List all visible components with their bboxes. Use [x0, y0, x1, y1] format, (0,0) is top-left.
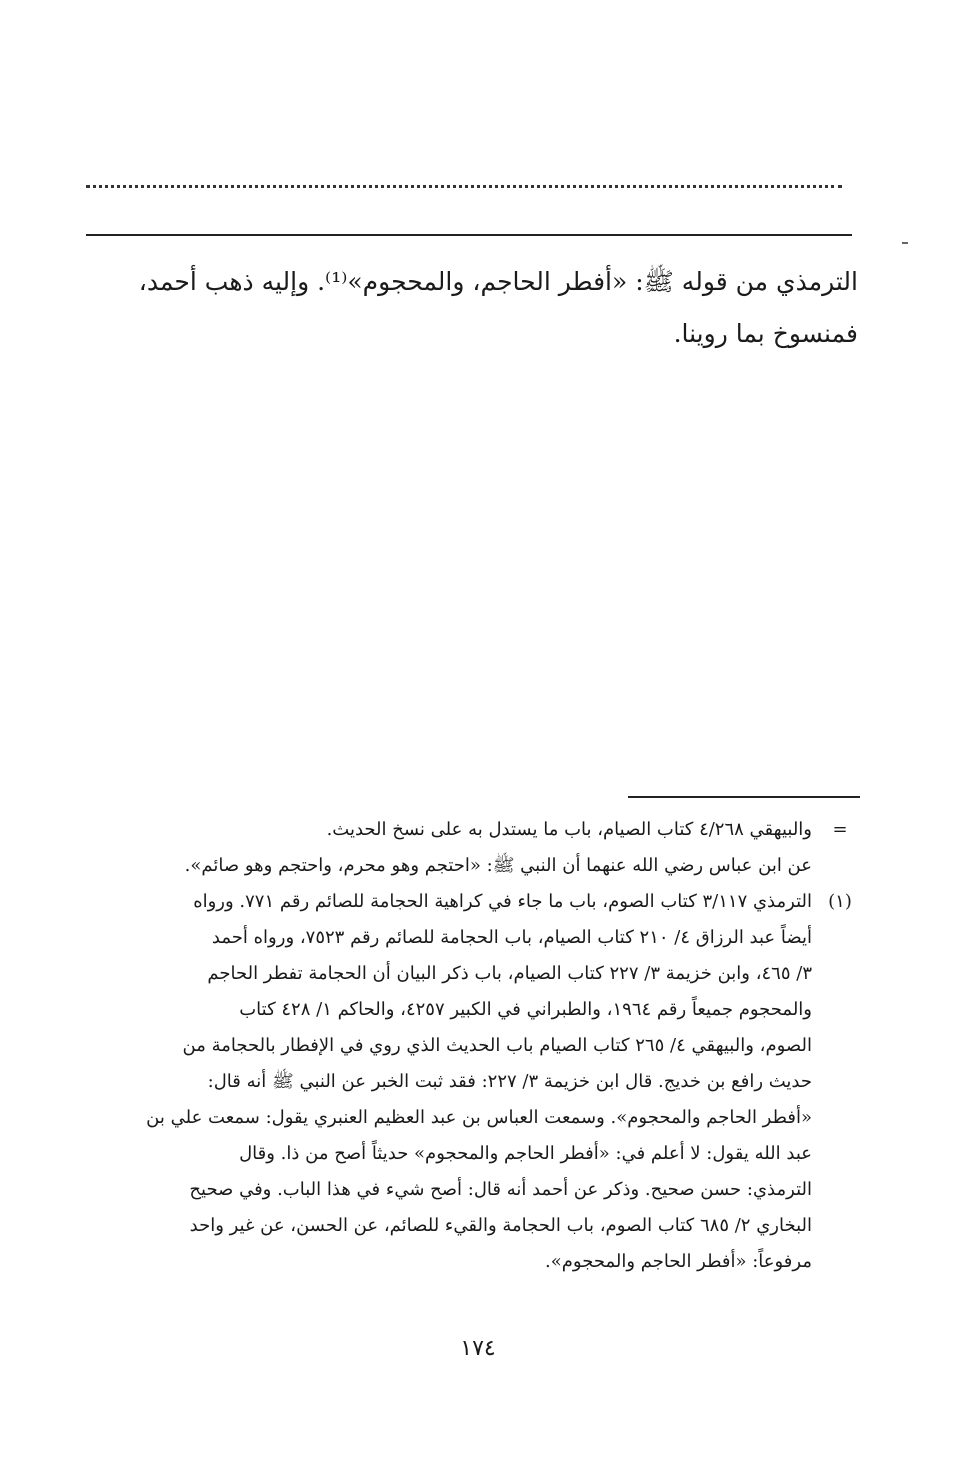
footnote-1	[90, 884, 862, 1280]
footnote-line: والبيهقي ٤/٢٦٨ كتاب الصيام، باب ما يستدل به على نسخ الحديث.	[326, 819, 812, 840]
main-line: فمنسوخ بما روينا.	[673, 319, 858, 348]
header-rule	[86, 234, 852, 236]
footnote-continuation	[90, 812, 862, 884]
footnote-continuation-marker: =	[832, 819, 848, 840]
main-line: الترمذي من قوله ﷺ: «أفطر الحاجم، والمحجوم»⁽¹⁾. وإليه ذهب أحمد،	[138, 267, 858, 296]
footnotes	[90, 812, 862, 1280]
footnote-line: عن ابن عباس رضي الله عنهما أن النبي ﷺ: «احتجم وهو محرم، واحتجم وهو صائم».	[184, 855, 812, 876]
footnote-line: ٣/ ٤٦٥، وابن خزيمة ٣/ ٢٢٧ كتاب الصيام، باب ذكر البيان أن الحجامة تفطر الحاجم	[207, 963, 812, 984]
footnote-line: مرفوعاً: «أفطر الحاجم والمحجوم».	[545, 1251, 812, 1272]
dotted-separator	[86, 185, 842, 188]
footnote-line: «أفطر الحاجم والمحجوم». وسمعت العباس بن عبد العظيم العنبري يقول: سمعت علي بن	[146, 1107, 812, 1128]
footnote-line: البخاري ٢/ ٦٨٥ كتاب الصوم، باب الحجامة والقيء للصائم، عن الحسن، عن غير واحد	[189, 1215, 812, 1236]
footnote-line: أيضاً عبد الرزاق ٤/ ٢١٠ كتاب الصيام، باب الحجامة للصائم رقم ٧٥٢٣، ورواه أحمد	[211, 927, 812, 948]
footnote-line: الترمذي: حسن صحيح. وذكر عن أحمد أنه قال: أصح شيء في هذا الباب. وفي صحيح	[189, 1179, 812, 1200]
footnote-line: عبد الله يقول: لا أعلم في: «أفطر الحاجم والمحجوم» حديثاً أصح من ذا. وقال	[239, 1143, 812, 1164]
page-number: ١٧٤	[460, 1336, 496, 1361]
footnote-line: الترمذي ٣/١١٧ كتاب الصوم، باب ما جاء في كراهية الحجامة للصائم رقم ٧٧١. ورواه	[193, 891, 812, 912]
footnote-line: الصوم، والبيهقي ٤/ ٢٦٥ كتاب الصيام باب الحديث الذي روي في الإفطار بالحجامة من	[182, 1035, 812, 1056]
main-body-text	[80, 256, 858, 360]
footnote-line: والمحجوم جميعاً رقم ١٩٦٤، والطبراني في الكبير ٤٢٥٧، والحاكم ١/ ٤٢٨ كتاب	[239, 999, 812, 1020]
footnote-separator	[628, 796, 860, 798]
footnote-line: حديث رافع بن خديج. قال ابن خزيمة ٣/ ٢٢٧: فقد ثبت الخبر عن النبي ﷺ أنه قال:	[207, 1071, 812, 1092]
footnote-1-marker: (١)	[828, 891, 852, 912]
margin-mark	[902, 242, 908, 244]
